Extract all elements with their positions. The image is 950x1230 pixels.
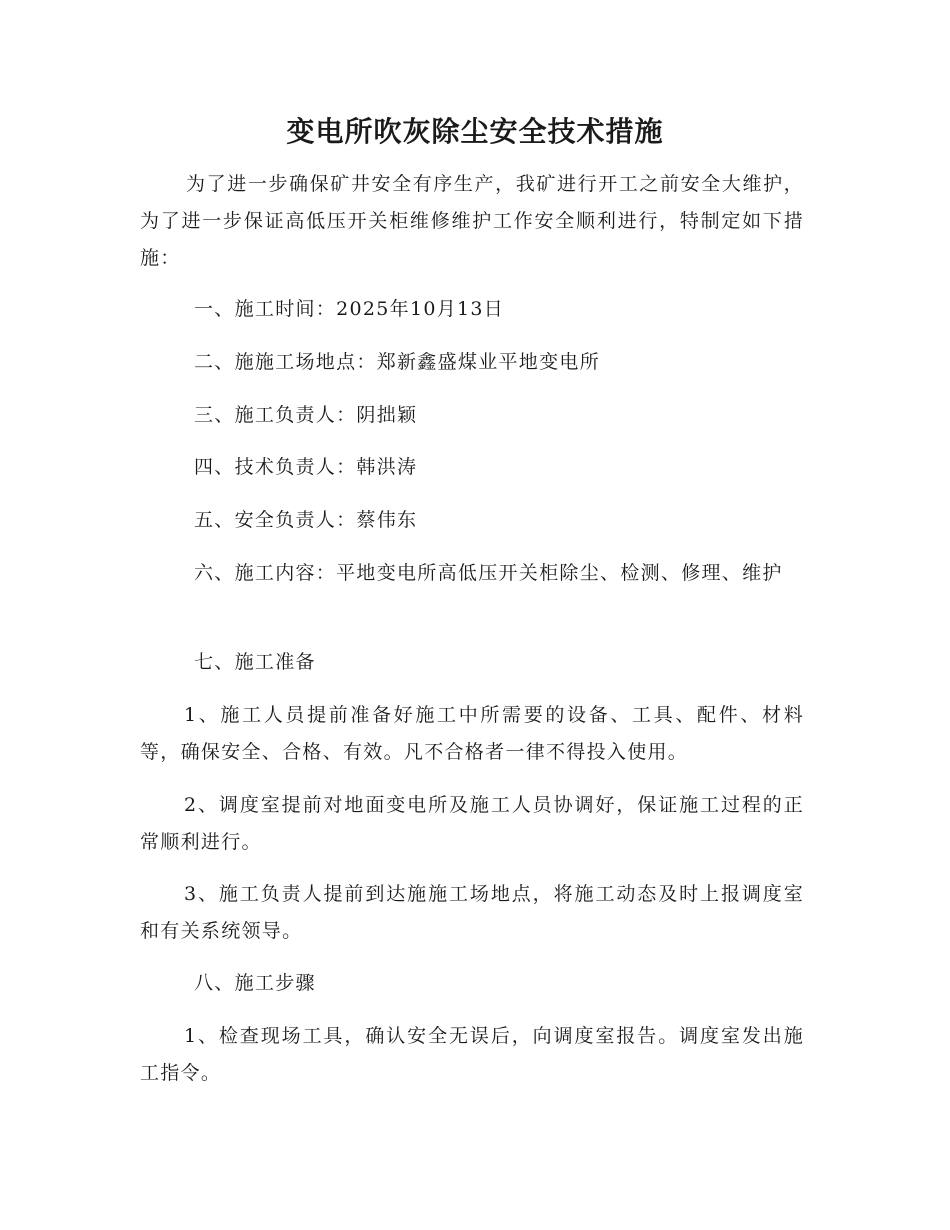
steps-heading: 八、施工步骤: [194, 972, 316, 994]
intro-paragraph: 为了进一步确保矿井安全有序生产，我矿进行开工之前安全大维护，为了进一步保证高低压开关柜维修维护工作安全顺利进行，特制定如下措施：: [140, 173, 804, 269]
preparation-item-2: 2、调度室提前对地面变电所及施工人员协调好，保证施工过程的正常顺利进行。: [140, 794, 804, 853]
item-safety-manager: 五、安全负责人：蔡伟东: [194, 509, 418, 531]
document-title: 变电所吹灰除尘安全技术措施: [286, 115, 664, 148]
item-construction-site: 二、施施工场地点：郑新鑫盛煤业平地变电所: [194, 351, 601, 373]
item-construction-manager: 三、施工负责人：阴拙颖: [194, 404, 418, 426]
item-construction-content: 六、施工内容：平地变电所高低压开关柜除尘、检测、修理、维护: [194, 562, 783, 584]
preparation-item-1: 1、施工人员提前准备好施工中所需要的设备、工具、配件、材料等，确保安全、合格、有效。凡不合格者一律不得投入使用。: [140, 704, 804, 763]
item-preparation-heading: 七、施工准备: [194, 651, 316, 673]
item-technical-manager: 四、技术负责人：韩洪涛: [194, 456, 418, 478]
preparation-item-3: 3、施工负责人提前到达施施工场地点，将施工动态及时上报调度室和有关系统领导。: [140, 883, 804, 942]
item-construction-time: 一、施工时间：2025年10月13日: [194, 298, 505, 320]
step-item-1: 1、检查现场工具，确认安全无误后，向调度室报告。调度室发出施工指令。: [140, 1025, 804, 1084]
